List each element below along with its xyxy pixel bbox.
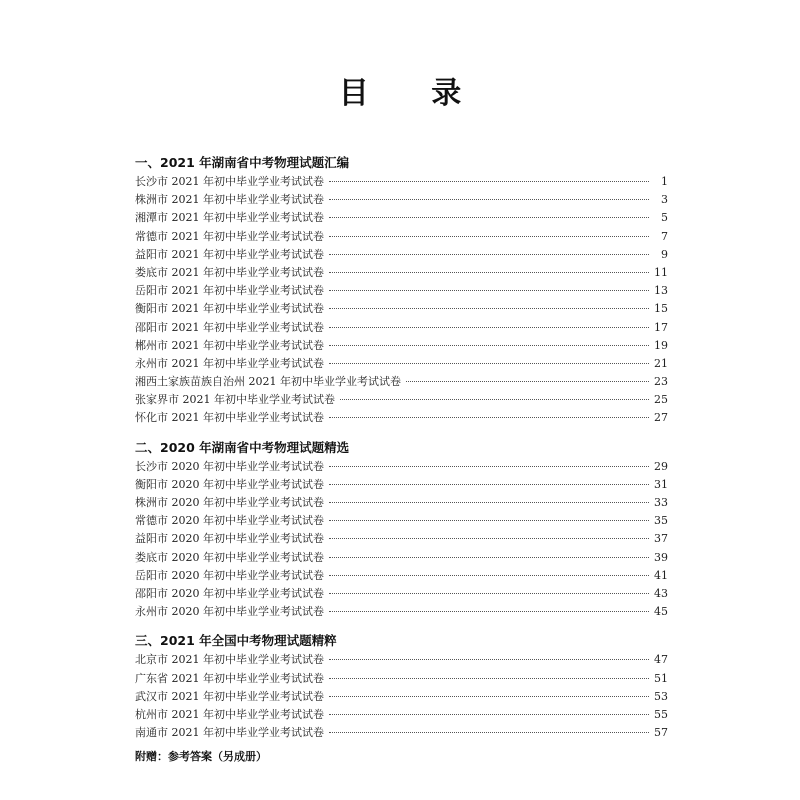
- entry-list: [135, 173, 668, 428]
- entry-page-number: 45: [654, 605, 668, 619]
- dot-leader: [329, 696, 649, 697]
- entry-title: 娄底市 2021 年初中毕业学业考试试卷: [135, 265, 324, 279]
- entry-title: 永州市 2020 年初中毕业学业考试试卷: [135, 605, 324, 619]
- entry-title: 怀化市 2021 年初中毕业学业考试试卷: [135, 411, 324, 425]
- dot-leader: [329, 502, 649, 503]
- toc-entry: [135, 549, 668, 567]
- entry-page-number: 1: [661, 175, 668, 188]
- dot-leader: [329, 659, 649, 660]
- dot-leader: [329, 520, 649, 521]
- dot-leader: [329, 557, 649, 558]
- dot-leader: [329, 345, 649, 346]
- toc-entry: [135, 209, 668, 227]
- entry-page-number: 19: [654, 338, 668, 352]
- entry-page-number: 7: [661, 229, 668, 243]
- toc-entry: [135, 603, 668, 621]
- toc-entry: [135, 567, 668, 585]
- dot-leader: [329, 593, 649, 594]
- entry-page-number: 29: [654, 459, 668, 473]
- dot-leader: [329, 575, 649, 576]
- dot-leader: [329, 363, 649, 364]
- dot-leader: [329, 466, 649, 467]
- toc-entry: [135, 391, 668, 409]
- entry-page-number: 9: [661, 247, 668, 261]
- toc-entry: [135, 246, 668, 264]
- dot-leader: [329, 308, 649, 309]
- entry-page-number: 5: [661, 211, 668, 225]
- entry-title: 衡阳市 2021 年初中毕业学业考试试卷: [135, 302, 324, 316]
- page-title: 目 录: [338, 76, 488, 111]
- toc-entry: [135, 706, 668, 724]
- dot-leader: [329, 236, 649, 237]
- entry-page-number: 47: [654, 653, 668, 667]
- entry-page-number: 25: [654, 393, 668, 407]
- entry-title: 邵阳市 2020 年初中毕业学业考试试卷: [135, 586, 324, 600]
- entry-page-number: 17: [654, 320, 668, 334]
- dot-leader: [329, 181, 649, 182]
- entry-title: 湘潭市 2021 年初中毕业学业考试试卷: [135, 211, 324, 225]
- entry-list: [135, 458, 668, 622]
- dot-leader: [329, 678, 649, 679]
- toc-entry: [135, 724, 668, 742]
- dot-leader: [329, 327, 649, 328]
- section-heading: 一、2021 年湖南省中考物理试题汇编: [135, 155, 350, 170]
- entry-page-number: 13: [654, 284, 668, 298]
- entry-title: 长沙市 2020 年初中毕业学业考试试卷: [135, 459, 324, 473]
- toc-entry: [135, 319, 668, 337]
- dot-leader: [329, 611, 649, 612]
- toc-entry: [135, 476, 668, 494]
- dot-leader: [329, 732, 649, 733]
- dot-leader: [329, 484, 649, 485]
- entry-page-number: 43: [654, 586, 668, 600]
- appendix-note: 附赠：参考答案（另成册）: [135, 750, 267, 764]
- dot-leader: [329, 290, 649, 291]
- entry-title: 永州市 2021 年初中毕业学业考试试卷: [135, 356, 324, 370]
- entry-title: 岳阳市 2021 年初中毕业学业考试试卷: [135, 284, 324, 298]
- toc-entry: [135, 337, 668, 355]
- entry-page-number: 15: [654, 302, 668, 316]
- entry-title: 湘西土家族苗族自治州 2021 年初中毕业学业考试试卷: [135, 375, 401, 389]
- entry-page-number: 55: [654, 707, 668, 721]
- entry-title: 张家界市 2021 年初中毕业学业考试试卷: [135, 393, 335, 407]
- toc-section-1: [135, 154, 668, 428]
- entry-title: 常德市 2020 年初中毕业学业考试试卷: [135, 514, 324, 528]
- toc-entry: [135, 264, 668, 282]
- entry-list: [135, 651, 668, 742]
- toc-entry: [135, 282, 668, 300]
- toc-entry: [135, 228, 668, 246]
- entry-page-number: 11: [654, 265, 668, 279]
- entry-page-number: 27: [654, 411, 668, 425]
- entry-title: 娄底市 2020 年初中毕业学业考试试卷: [135, 550, 324, 564]
- entry-title: 长沙市 2021 年初中毕业学业考试试卷: [135, 175, 324, 188]
- entry-title: 南通市 2021 年初中毕业学业考试试卷: [135, 726, 324, 740]
- toc-entry: [135, 173, 668, 191]
- entry-page-number: 51: [654, 671, 668, 685]
- toc-entry: [135, 300, 668, 318]
- entry-page-number: 33: [654, 496, 668, 509]
- entry-page-number: 39: [654, 550, 668, 564]
- entry-page-number: 21: [654, 356, 668, 370]
- toc-entry: [135, 688, 668, 706]
- entry-page-number: 53: [654, 689, 668, 703]
- dot-leader: [340, 399, 649, 400]
- entry-page-number: 35: [654, 514, 668, 528]
- entry-title: 武汉市 2021 年初中毕业学业考试试卷: [135, 689, 324, 703]
- entry-title: 岳阳市 2020 年初中毕业学业考试试卷: [135, 568, 324, 582]
- dot-leader: [329, 199, 649, 200]
- dot-leader: [329, 417, 649, 418]
- toc-section-2: [135, 439, 668, 622]
- dot-leader: [329, 272, 649, 273]
- entry-title: 广东省 2021 年初中毕业学业考试试卷: [135, 671, 324, 685]
- dot-leader: [329, 254, 649, 255]
- entry-title: 常德市 2021 年初中毕业学业考试试卷: [135, 229, 324, 243]
- toc-entry: [135, 373, 668, 391]
- entry-title: 郴州市 2021 年初中毕业学业考试试卷: [135, 338, 324, 352]
- entry-title: 北京市 2021 年初中毕业学业考试试卷: [135, 653, 324, 667]
- section-heading: 三、2021 年全国中考物理试题精粹: [135, 633, 337, 649]
- dot-leader: [329, 714, 649, 715]
- dot-leader: [329, 217, 649, 218]
- entry-page-number: 31: [654, 477, 668, 491]
- entry-title: 株洲市 2021 年初中毕业学业考试试卷: [135, 193, 324, 207]
- entry-page-number: 3: [661, 193, 668, 207]
- toc-section-3: [135, 632, 668, 742]
- entry-title: 杭州市 2021 年初中毕业学业考试试卷: [135, 707, 324, 721]
- entry-title: 益阳市 2021 年初中毕业学业考试试卷: [135, 247, 324, 261]
- toc-entry: [135, 355, 668, 373]
- section-heading: 二、2020 年湖南省中考物理试题精选: [135, 439, 350, 455]
- toc-entry: [135, 409, 668, 427]
- entry-page-number: 41: [654, 568, 668, 582]
- toc-entry: [135, 494, 668, 512]
- dot-leader: [406, 381, 649, 382]
- toc-entry: [135, 651, 668, 669]
- toc-entry: [135, 585, 668, 603]
- entry-page-number: 37: [654, 532, 668, 546]
- toc-entry: [135, 530, 668, 548]
- entry-page-number: 57: [654, 726, 668, 740]
- entry-title: 益阳市 2020 年初中毕业学业考试试卷: [135, 532, 324, 546]
- table-of-contents: [135, 154, 668, 766]
- entry-title: 邵阳市 2021 年初中毕业学业考试试卷: [135, 320, 324, 334]
- toc-entry: [135, 458, 668, 476]
- toc-entry: [135, 191, 668, 209]
- entry-title: 株洲市 2020 年初中毕业学业考试试卷: [135, 496, 324, 509]
- entry-page-number: 23: [654, 375, 668, 389]
- entry-title: 衡阳市 2020 年初中毕业学业考试试卷: [135, 477, 324, 491]
- toc-entry: [135, 512, 668, 530]
- toc-entry: [135, 670, 668, 688]
- dot-leader: [329, 538, 649, 539]
